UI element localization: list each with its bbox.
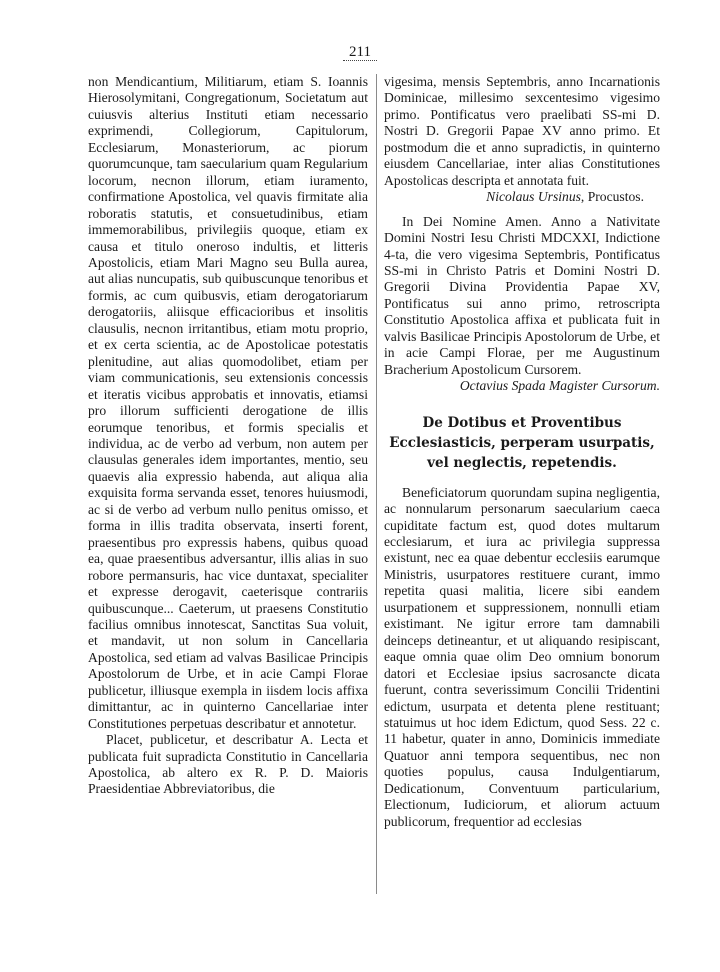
left-paragraph-1: non Mendicantium, Militiarum, etiam S. Ioannis Hierosolymitani, Congregationum, Societatum aut cuiusvis alterius Instituti etiam necessario exprimendi, Collegiorum, Capitulorum, Ecclesiarum, Monasteriorum, ac piorum quorumcunque, tam saecularium quam Regularium locorum, necnon illorum, etiam iuramento, confirmatione Apostolica, vel quavis firmitate alia roboratis statutis, et consuetudinibus, etiam immemorabilibus, privilegiis quoque, etiam ex causa et titulo oneroso indultis, et litteris Apostolicis, etiam Mari Magno seu Bulla aurea, aut alias nuncupatis, sub quibuscunque tenoribus et formis, ac cum quibusvis, etiam derogatoriarum derogatoriis, aliisque efficacioribus et insolitis clausulis, necnon irritantibus, etiam motu proprio, et ex certa scientia, ac de Apostolicae potestatis plenitudine, aut alias quomodolibet, etiam per viam communicationis, seu extensionis concessis et iteratis vicibus approbatis et innovatis, etiamsi pro illorum sufficienti derogatione de illis eorumque tenoribus, et formis specialis et individua, ac de verbo ad verbum, non autem per clausulas generales idem importantes, mentio, seu quaevis alia expressio habenda, aut aliqua alia exquisita forma servanda esset, tenores huiusmodi, ac si de verbo ad verbum nullo penitus omisso, et forma in illis tradita observata, inserti forent, praesentibus pro expressis habens, quibus quoad ea, quae praesentibus adversantur, illis alias in suo robore permansuris, hac vice duntaxat, specialiter et expresse derogavit, caeterisque contrariis quibuscunque... Caeterum, ut praesens Constitutio facilius omnibus innotescat, Sanctitas Sua voluit, et mandavit, ut non solum in Cancellaria Apostolica, sed etiam ad valvas Basilicae Principis Apostolorum de Urbe, et in acie Campi Florae publicetur, illiusque exempla in iisdem locis affixa dimittantur, ac in quinterno Cancellariae inter Constitutiones perpetuas describatur et annotetur. [88,74,368,731]
signature-procustos [384,189,660,205]
right-paragraph-3: Beneficiatorum quorundam supina negligentia, ac nonnularum personarum saecularium caeca cupiditate factum est, quod dotes multarum ecclesiarum, et iura ac privilegia suppressa existunt, nec ea quae debentur ecclesiis earumque Ministris, usurpatores restituere curant, immo repetita quasi malitia, licere sibi eandem usurpationem et suppressionem, nonnulli etiam existimant. Ne igitur errore tam damnabili deinceps detineantur, et ut aliquando resipiscant, eaque omnia quae olim Deo omnium bonorum datori et Ecclesiae ipsius sacrosancte dicata fuerunt, contra severissimum Concilii Tridentini edictum, usurpata et detenta plene restituant; statuimus ut hoc idem Edictum, quod Sess. 22 c. 11 habetur, quater in anno, Dominicis immediate Quatuor anni tempora sequentibus, nec non quoties populus, causa Indulgentiarum, Dedicationum, Conventuum particularium, Electionum, Iudiciorum, et aliorum actuum publicorum, frequentior ad ecclesias [384,484,660,829]
right-paragraph-1: vigesima, mensis Septembris, anno Incarnationis Dominicae, millesimo sexcentesimo vigesimo primo. Pontificatus vero praelibati SS-mi D. Nostri D. Gregorii Papae XV anno primo. Et postmodum die et anno supradictis, in quinterno eiusdem Cancellariae, inter alias Constitutiones Apostolicas descripta et annotata fuit. [384,74,660,188]
section-heading: De Dotibus et Proventibus Ecclesiasticis, perperam usurpatis, vel neglectis, repetendis. [389,414,655,471]
right-column [384,74,660,830]
signature-procustos-title: , Procustos. [580,189,644,205]
column-divider [376,74,377,894]
spacer [384,206,660,214]
signature-cursor: Octavius Spada Magister Cursorum. [459,378,660,394]
page-number-text: 211 [349,44,371,60]
left-paragraph-2: Placet, publicetur, et describatur A. Lecta et publicata fuit supradicta Constitutio in Cancellaria Apostolica, ab altero ex R. P. D. Maioris Praesidentiae Abbreviatoribus, die [88,732,368,797]
right-paragraph-2: In Dei Nomine Amen. Anno a Nativitate Domini Nostri Iesu Christi MDCXXI, Indictione 4-ta, die vero vigesima Septembris, Pontificatus SS-mi in Christo Patris et Domini Nostri D. Gregorii Divina Providentia Papae XV, Pontificatus sui anno primo, retroscripta Constitutio Apostolica affixa et publicata fuit in valvis Basilicae Principis Apostolorum de Urbe, et in acie Campi Florae, per me Augustinum Bracherium Apostolicum Cursorem. [384,213,660,377]
left-column [88,74,368,798]
page-number [0,44,720,61]
signature-procustos-name: Nicolaus Ursinus [486,189,581,205]
